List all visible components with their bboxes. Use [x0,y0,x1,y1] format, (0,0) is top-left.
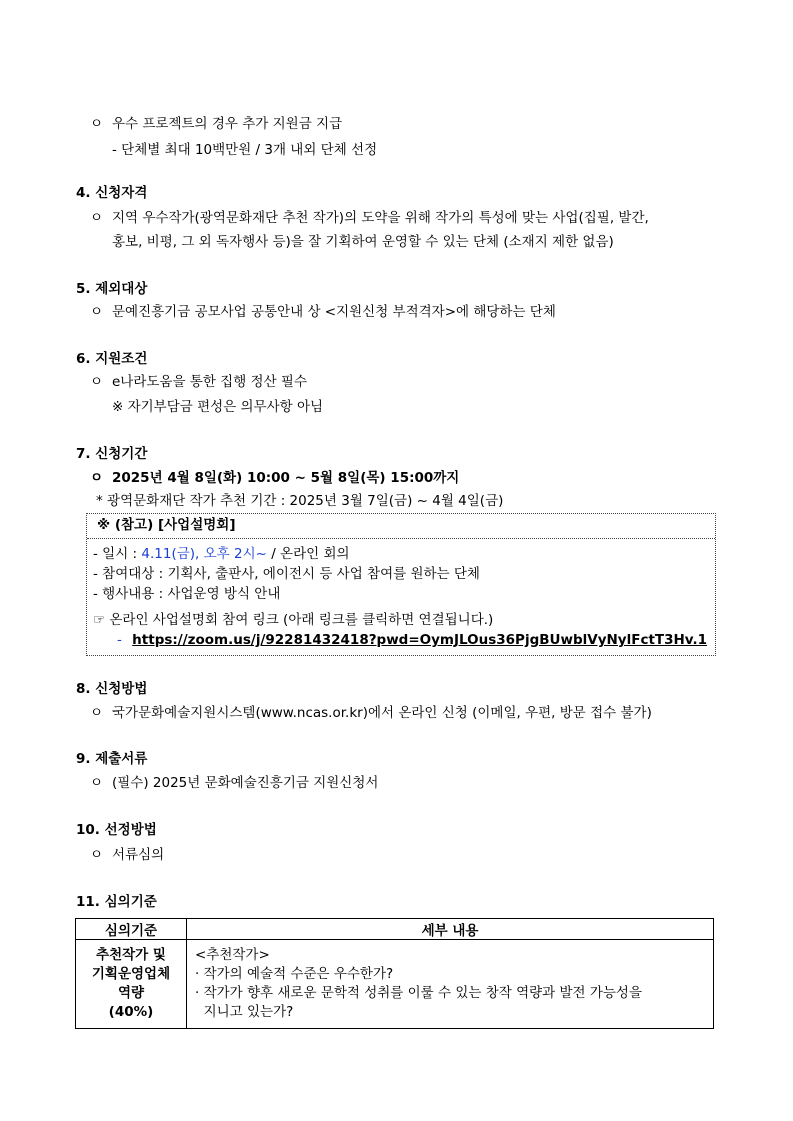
bullet-marker: ㅇ [90,470,104,486]
briefing-box-header [87,514,715,539]
briefing-date [93,544,350,564]
bullet-text: 지역 우수작가(광역문화재단 추천 작가)의 도약을 위해 작가의 특성에 맞는 사업(집필, 발간, [112,210,649,226]
bullet-marker: ㅇ [90,705,104,721]
bullet-text: 국가문화예술지원시스템(www.ncas.or.kr)에서 온라인 신청 (이메일, 우편, 방문 접수 불가) [112,705,652,721]
briefing-session-box [86,513,716,656]
bullet-item [90,773,378,793]
bullet-item [90,302,556,322]
table-header: 세부 내용 [187,919,714,940]
bullet-text: (필수) 2025년 문화예술진흥기금 지원신청서 [112,775,379,791]
section-heading: 4. 신청자격 [76,185,148,201]
table-row [76,940,714,1029]
bullet-marker: ㅇ [90,847,104,863]
link-dash: - [117,632,122,648]
section-heading: 6. 지원조건 [76,351,148,367]
briefing-target: - 참여대상 : 기획사, 출판사, 에이전시 등 사업 참여를 원하는 단체 [93,566,480,582]
detail-line: <추천작가> [195,947,270,963]
briefing-link-intro: ☞ 온라인 사업설명회 참여 링크 (아래 링크를 클릭하면 연결됩니다.) [93,612,494,628]
bullet-continuation: 홍보, 비평, 그 외 독자행사 등)을 잘 기획하여 운영할 수 있는 단체 (소재지 제한 없음) [112,234,614,250]
bullet-marker: ㅇ [90,374,104,390]
criterion-cell [76,940,187,1029]
zoom-link[interactable]: https://zoom.us/j/92281432418?pwd=OymJLOus36PjgBUwblVyNylFctT3Hv.1 [132,632,708,648]
bullet-item [90,468,459,488]
application-period: 2025년 4월 8일(화) 10:00 ~ 5월 8일(목) 15:00까지 [112,470,460,486]
detail-line: · 작가가 향후 새로운 문학적 성취를 이룰 수 있는 창작 역량과 발전 가능성을 [195,985,643,1001]
criterion-line: 추천작가 및 [96,947,166,963]
section-heading: 10. 선정방법 [76,822,157,838]
bullet-text: 문예진흥기금 공모사업 공통안내 상 <지원신청 부적격자>에 해당하는 단체 [112,304,556,320]
bullet-item [90,845,164,865]
table-header: 심의기준 [76,919,187,940]
criterion-line: 기획운영업체 [91,966,171,982]
detail-line: 지니고 있는가? [195,1004,294,1020]
briefing-content: - 행사내용 : 사업운영 방식 안내 [93,586,281,602]
briefing-date-label: - 일시 : [93,546,142,562]
section-heading: 9. 제출서류 [76,751,148,767]
section-heading: 8. 신청방법 [76,681,148,697]
bullet-marker: ㅇ [90,116,104,132]
criteria-table [75,918,714,1029]
bullet-marker: ㅇ [90,304,104,320]
bullet-item [90,372,307,392]
briefing-date-suffix: / 온라인 회의 [266,546,350,562]
bullet-marker: ㅇ [90,210,104,226]
criterion-weight: (40%) [108,1004,154,1020]
note-text: ※ 자기부담금 편성은 의무사항 아님 [112,399,324,415]
bullet-text: 서류심의 [112,847,165,863]
section-heading: 7. 신청기간 [76,446,148,462]
briefing-box-title: ※ (참고) [사업설명회] [97,517,236,533]
sub-item: - 단체별 최대 10백만원 / 3개 내외 단체 선정 [112,142,378,158]
bullet-text: 우수 프로젝트의 경우 추가 지원금 지급 [112,116,343,132]
details-cell [187,940,714,1029]
section-heading: 11. 심의기준 [76,894,157,910]
briefing-date-value: 4.11(금), 오후 2시~ [141,546,267,562]
criterion-line: 역량 [117,985,145,1001]
bullet-item [90,114,342,134]
bullet-item [90,208,649,228]
bullet-marker: ㅇ [90,775,104,791]
detail-line: · 작가의 예술적 수준은 우수한가? [195,966,394,982]
section-heading: 5. 제외대상 [76,281,148,297]
recommendation-period: * 광역문화재단 작가 추천 기간 : 2025년 3월 7일(금) ~ 4월 4일(금) [96,493,504,509]
bullet-text: e나라도움을 통한 집행 정산 필수 [112,374,308,390]
briefing-link-row [117,630,707,650]
table-header-row [76,919,714,940]
bullet-item [90,703,652,723]
